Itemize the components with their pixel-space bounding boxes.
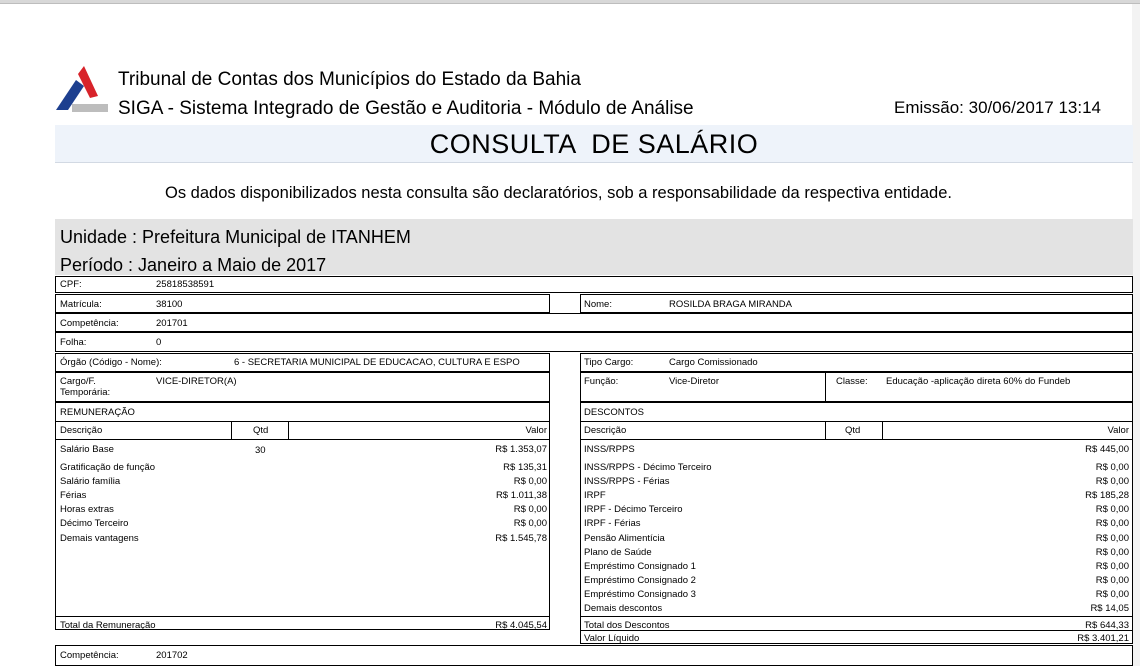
descontos-row-valor: R$ 0,00 [1095, 462, 1129, 473]
folha-label: Folha: [60, 337, 87, 348]
org-name: Tribunal de Contas dos Municípios do Estado da Bahia [118, 69, 581, 90]
tcm-ba-logo-icon [54, 64, 112, 116]
page-title: CONSULTA DE SALÁRIO [429, 129, 759, 159]
descontos-row-descricao: Plano de Saúde [584, 547, 652, 558]
matricula-value: 38100 [156, 299, 183, 310]
descontos-title-line [580, 421, 1133, 422]
descontos-row-descricao: Demais descontos [584, 603, 663, 614]
cargo-label-line1: Cargo/F. [60, 376, 96, 387]
remuneracao-col-qtd [231, 421, 232, 439]
descontos-row-valor: R$ 0,00 [1095, 589, 1129, 600]
descontos-row-valor: R$ 0,00 [1095, 575, 1129, 586]
remuneracao-header-qtd: Qtd [253, 425, 269, 436]
remuneracao-row-valor: R$ 135,31 [503, 462, 547, 473]
descontos-row-descricao: INSS/RPPS - Décimo Terceiro [584, 462, 712, 473]
cargo-value: VICE-DIRETOR(A) [156, 376, 237, 387]
descontos-row-valor: R$ 185,28 [1085, 490, 1129, 501]
remuneracao-header-valor: Valor [525, 425, 547, 436]
matricula-label: Matrícula: [60, 299, 102, 310]
cpf-row [55, 276, 1133, 293]
descontos-row-valor: R$ 0,00 [1095, 518, 1129, 529]
title-band [55, 125, 1133, 163]
remuneracao-col-valor [288, 421, 289, 439]
cpf-label: CPF: [60, 279, 82, 290]
remuneracao-row-valor: R$ 0,00 [513, 504, 547, 515]
descontos-total-value: R$ 644,33 [1085, 620, 1129, 631]
tipo-cargo-value: Cargo Comissionado [669, 357, 758, 368]
matricula-box [55, 294, 550, 313]
tipo-cargo-box [580, 353, 1133, 372]
remuneracao-row-valor: R$ 0,00 [513, 518, 547, 529]
remuneracao-row-qtd: 30 [255, 445, 266, 456]
competencia-label: Competência: [60, 318, 119, 329]
descontos-row-valor: R$ 0,00 [1095, 504, 1129, 515]
remuneracao-row-valor: R$ 0,00 [513, 476, 547, 487]
descontos-row-descricao: Empréstimo Consignado 1 [584, 561, 696, 572]
descontos-col-valor [882, 421, 883, 439]
remuneracao-title-line [55, 421, 550, 422]
nome-value: ROSILDA BRAGA MIRANDA [669, 299, 793, 310]
remuneracao-row-descricao: Gratificação de função [60, 462, 156, 473]
descontos-row-descricao: IRPF [584, 490, 606, 501]
folha-row [55, 332, 1133, 352]
classe-label: Classe: [836, 376, 868, 387]
periodo-label: Período : Janeiro a Maio de 2017 [60, 255, 327, 275]
remuneracao-header-descricao: Descrição [60, 425, 103, 436]
disclaimer-text: Os dados disponibilizados nesta consulta são declaratórios, sob a responsabilidade da respectiva entidade. [165, 184, 952, 202]
descontos-row-descricao: Empréstimo Consignado 2 [584, 575, 696, 586]
cargo-label-line2: Temporária: [60, 387, 111, 398]
descontos-col-qtd [825, 421, 826, 439]
unidade-label: Unidade : Prefeitura Municipal de ITANHEM [60, 227, 411, 247]
funcao-label: Função: [584, 376, 619, 387]
remuneracao-row-descricao: Salário família [60, 476, 121, 487]
competencia-row [55, 313, 1133, 332]
remuneracao-header-line [55, 439, 550, 440]
remuneracao-row-descricao: Salário Base [60, 444, 114, 455]
classe-value: Educação -aplicação direta 60% do Fundeb [886, 376, 1071, 387]
unit-band [55, 219, 1133, 275]
nome-label: Nome: [584, 299, 612, 310]
descontos-total-label: Total dos Descontos [584, 620, 670, 631]
descontos-header-qtd: Qtd [845, 425, 861, 436]
descontos-row-descricao: INSS/RPPS [584, 444, 635, 455]
competencia-value: 201701 [156, 318, 188, 329]
descontos-row-valor: R$ 0,00 [1095, 476, 1129, 487]
descontos-row-valor: R$ 445,00 [1085, 444, 1129, 455]
emission-date: Emissão: 30/06/2017 13:14 [894, 98, 1101, 117]
next-competencia-value: 201702 [156, 650, 188, 661]
orgao-label: Órgão (Código - Nome): [60, 357, 162, 368]
descontos-row-descricao: INSS/RPPS - Férias [584, 476, 670, 487]
valor-liquido-label: Valor Líquido [584, 633, 640, 644]
descontos-row-valor: R$ 14,05 [1090, 603, 1129, 614]
remuneracao-title: REMUNERAÇÃO [60, 407, 135, 418]
descontos-header-line [580, 439, 1133, 440]
viewer-top-border [0, 0, 1140, 4]
classe-divider [825, 372, 826, 402]
remuneracao-row-valor: R$ 1.011,38 [495, 490, 547, 501]
descontos-header-descricao: Descrição [584, 425, 627, 436]
valor-liquido-value: R$ 3.401,21 [1077, 633, 1129, 644]
remuneracao-total-value: R$ 4.045,54 [495, 620, 547, 631]
descontos-title: DESCONTOS [584, 407, 645, 418]
remuneracao-section [55, 402, 550, 630]
descontos-header-valor: Valor [1107, 425, 1129, 436]
descontos-row-descricao: Empréstimo Consignado 3 [584, 589, 696, 600]
descontos-row-valor: R$ 0,00 [1095, 547, 1129, 558]
descontos-row-valor: R$ 0,00 [1095, 533, 1129, 544]
descontos-row-descricao: Pensão Alimentícia [584, 533, 665, 544]
descontos-total-line [580, 616, 1133, 617]
nome-box [580, 294, 1133, 313]
descontos-row-descricao: IRPF - Férias [584, 518, 641, 529]
next-competencia-label: Competência: [60, 650, 119, 661]
tipo-cargo-label: Tipo Cargo: [584, 357, 634, 368]
orgao-value: 6 - SECRETARIA MUNICIPAL DE EDUCACAO, CULTURA E ESPO [234, 357, 520, 368]
descontos-row-valor: R$ 0,00 [1095, 561, 1129, 572]
scrollbar[interactable] [1132, 4, 1140, 666]
cargo-box [55, 372, 550, 402]
remuneracao-total-label: Total da Remuneração [60, 620, 156, 631]
remuneracao-row-valor: R$ 1.353,07 [495, 444, 547, 455]
remuneracao-row-valor: R$ 1.545,78 [495, 533, 547, 544]
next-competencia-row [55, 645, 1133, 666]
system-name: SIGA - Sistema Integrado de Gestão e Auditoria - Módulo de Análise [118, 98, 694, 119]
remuneracao-row-descricao: Demais vantagens [60, 533, 139, 544]
remuneracao-row-descricao: Décimo Terceiro [60, 518, 129, 529]
descontos-row-descricao: IRPF - Décimo Terceiro [584, 504, 683, 515]
remuneracao-row-descricao: Férias [60, 490, 87, 501]
cpf-value: 25818538591 [156, 279, 215, 290]
remuneracao-total-line [55, 616, 550, 617]
funcao-value: Vice-Diretor [669, 376, 719, 387]
folha-value: 0 [156, 337, 162, 348]
remuneracao-row-descricao: Horas extras [60, 504, 114, 515]
